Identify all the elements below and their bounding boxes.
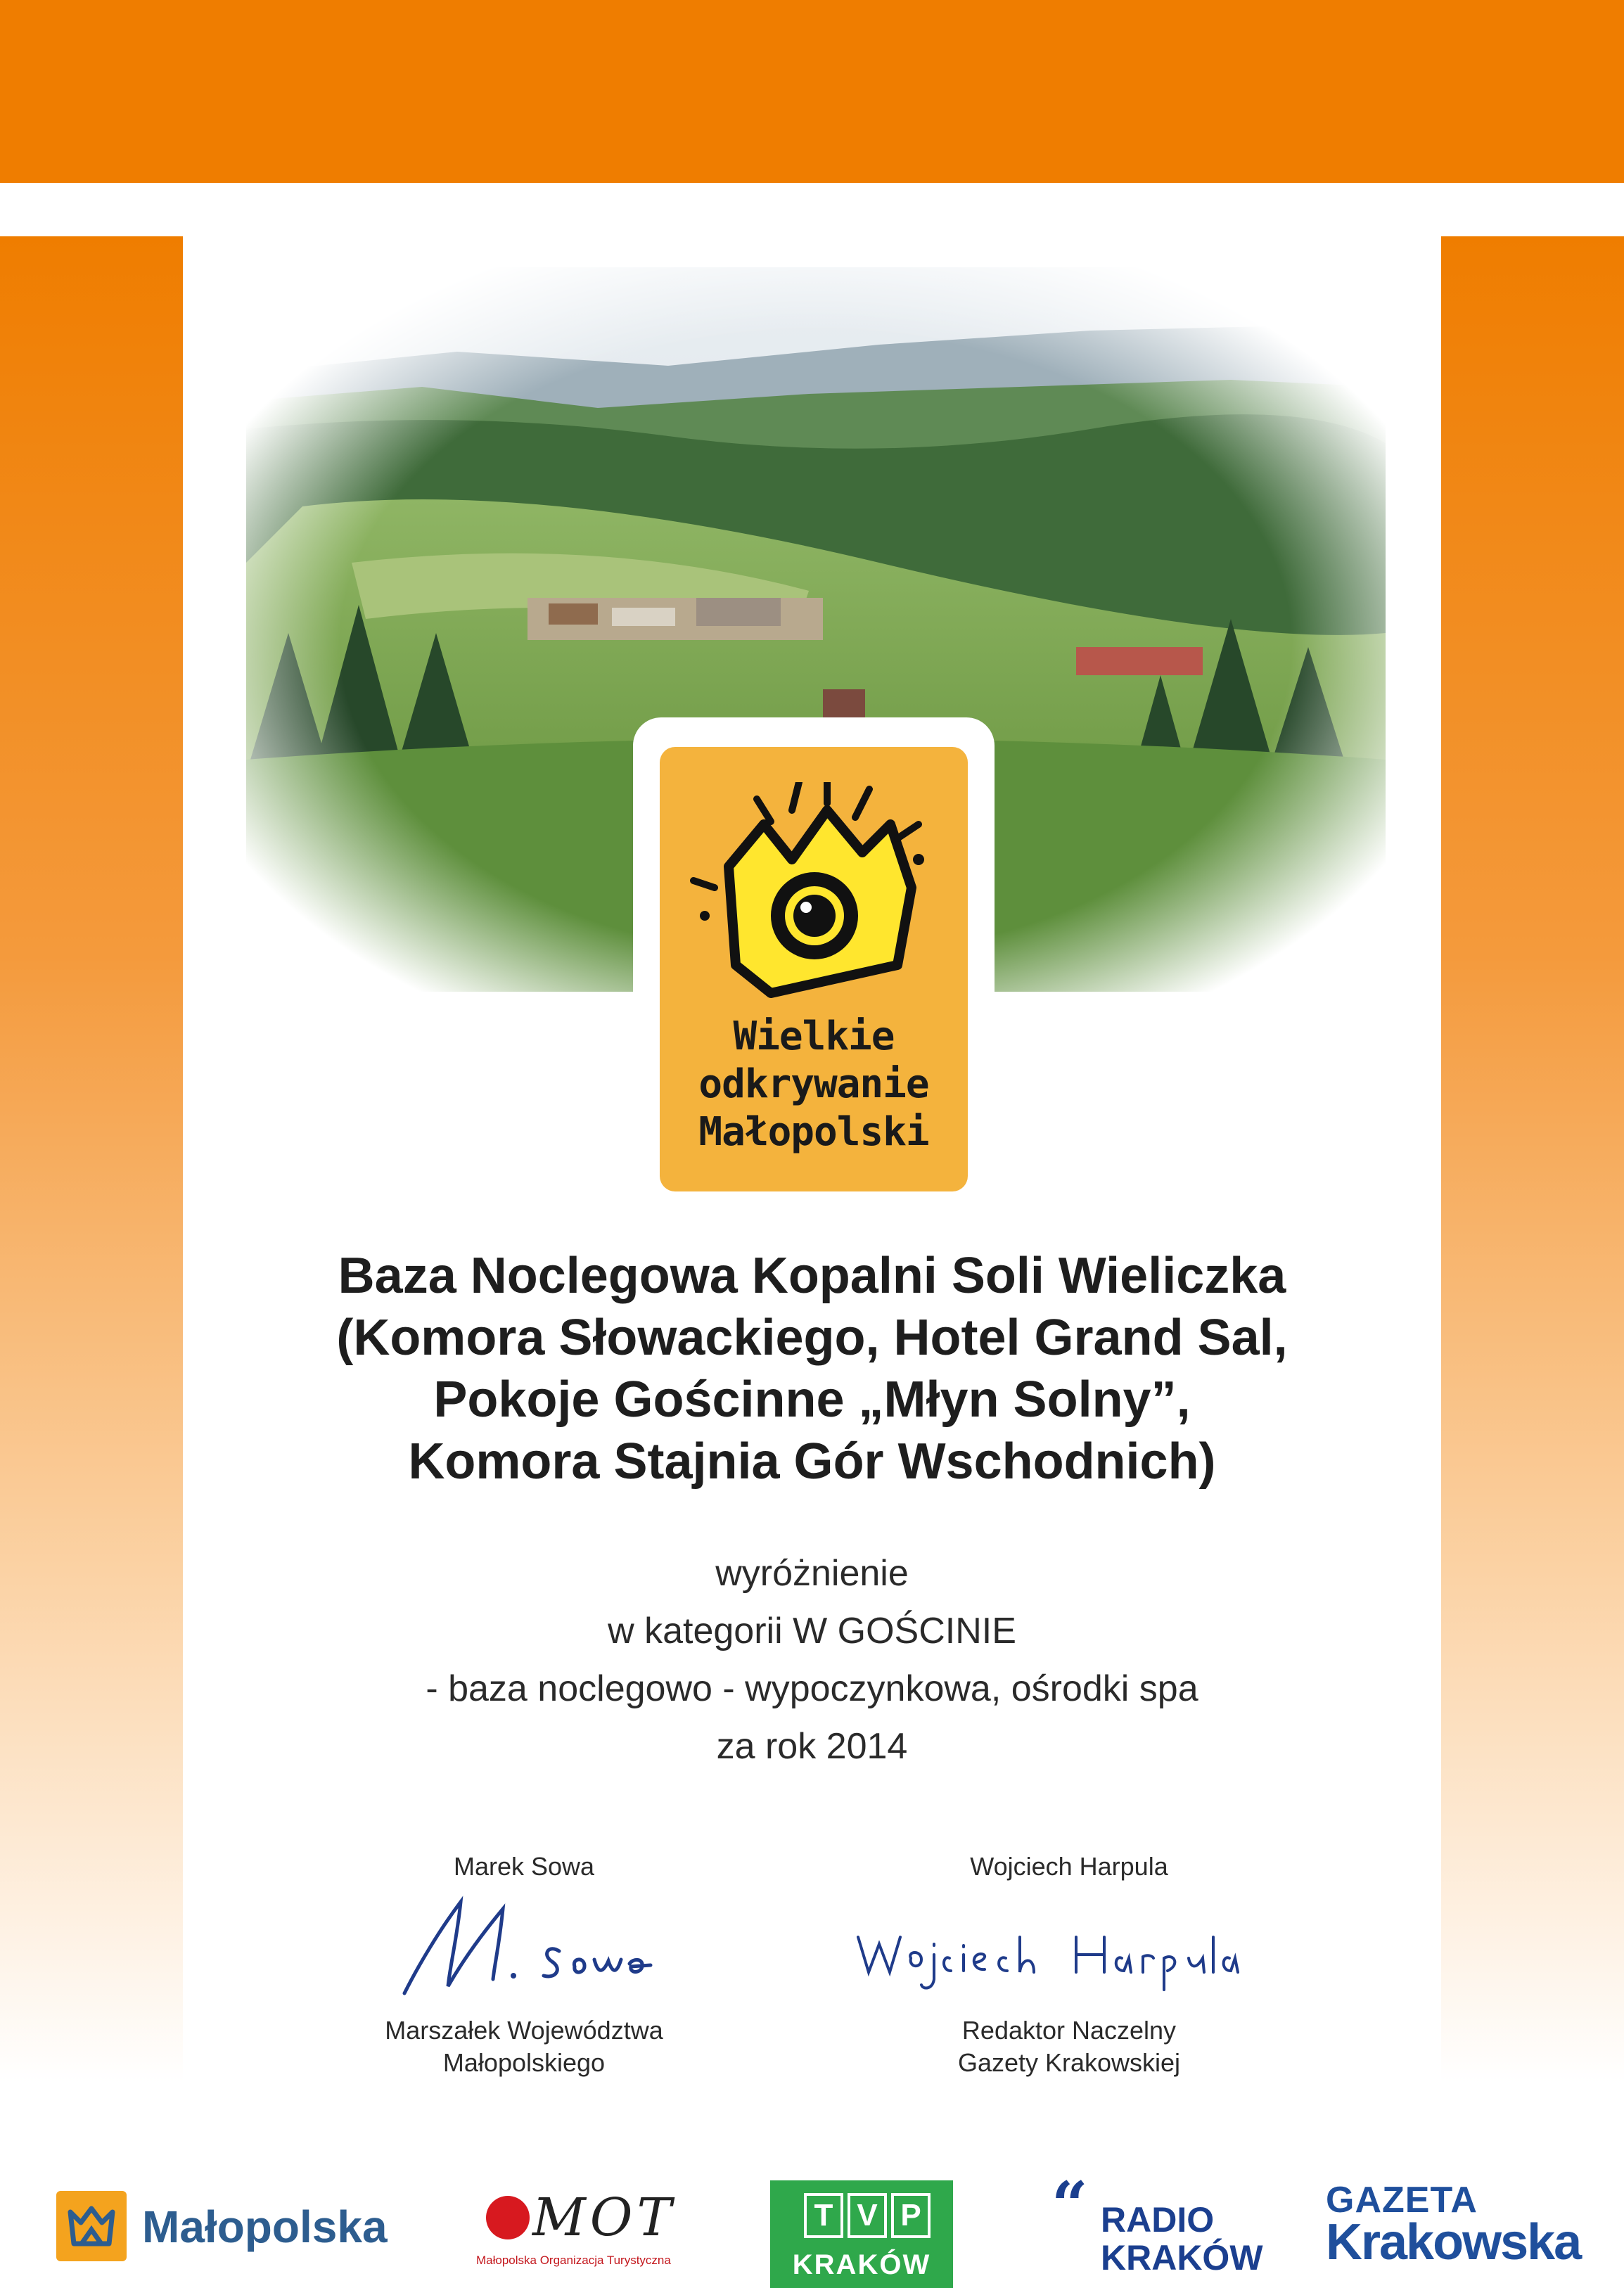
logo-wordmark (660, 1013, 968, 1156)
radio-line-1: RADIO (1101, 2200, 1215, 2239)
signatory-left (299, 1850, 749, 2079)
mot-subtitle: Małopolska Organizacja Turystyczna (476, 2254, 671, 2267)
signatory-role-line-2: Gazety Krakowskiej (957, 2048, 1181, 2077)
gazeta-krakowska-logo (1326, 2180, 1579, 2286)
left-orange-band (0, 236, 183, 2288)
tvp-letters (804, 2193, 931, 2238)
mot-logo (468, 2180, 693, 2272)
subtitle-line-3: - baza noclegowo - wypoczynkowa, ośrodki spa (426, 1668, 1198, 1709)
tvp-letter: P (891, 2193, 931, 2238)
tvp-letter: T (804, 2193, 843, 2238)
signatory-name: Wojciech Harpula (970, 1852, 1168, 1881)
title-line-4: Komora Stajnia Gór Wschodnich) (408, 1433, 1216, 1490)
quote-mark-icon: “ (1051, 2168, 1088, 2242)
logo-line-3: Małopolski (698, 1109, 929, 1155)
award-subtitle (183, 1545, 1441, 1775)
tvp-city: KRAKÓW (792, 2249, 931, 2280)
signatory-name: Marek Sowa (453, 1852, 595, 1881)
logo-line-1: Wielkie (733, 1014, 895, 1059)
award-title (183, 1245, 1441, 1493)
gazeta-line-1: GAZETA (1326, 2180, 1478, 2220)
signatory-right (844, 1850, 1294, 2079)
mountain-camera-icon (686, 782, 941, 1014)
title-line-3: Pokoje Gościnne „Młyn Solny”, (433, 1372, 1191, 1428)
radio-krakow-logo (1051, 2168, 1277, 2286)
right-orange-band (1441, 236, 1624, 2288)
subtitle-line-2: w kategorii W GOŚCINIE (608, 1611, 1016, 1651)
subtitle-line-4: za rok 2014 (716, 1726, 908, 1767)
title-line-1: Baza Noclegowa Kopalni Soli Wieliczka (338, 1248, 1286, 1304)
signatory-role-line-2: Małopolskiego (442, 2048, 606, 2077)
title-line-2: (Komora Słowackiego, Hotel Grand Sal, (336, 1310, 1288, 1366)
gazeta-line-2: Krakowska (1326, 2214, 1581, 2270)
tvp-krakow-logo (770, 2180, 953, 2288)
mot-wordmark: MOT (532, 2187, 676, 2248)
top-orange-band (0, 0, 1624, 183)
malopolska-logo (56, 2191, 408, 2261)
wielkie-odkrywanie-logo (660, 747, 968, 1191)
signatory-role-line-1: Marszałek Województwa (385, 2016, 663, 2045)
signatory-role-line-1: Redaktor Naczelny (961, 2016, 1177, 2045)
subtitle-line-1: wyróżnienie (715, 1553, 909, 1594)
logo-line-2: odkrywanie (698, 1061, 929, 1107)
handwritten-signature (844, 1888, 1294, 2007)
radio-line-2: KRAKÓW (1101, 2238, 1263, 2277)
tvp-letter: V (848, 2193, 887, 2238)
handwritten-signature (299, 1888, 749, 2007)
malopolska-crest-icon (56, 2191, 127, 2261)
mot-red-dot-icon (486, 2196, 530, 2239)
malopolska-wordmark: Małopolska (142, 2201, 388, 2252)
